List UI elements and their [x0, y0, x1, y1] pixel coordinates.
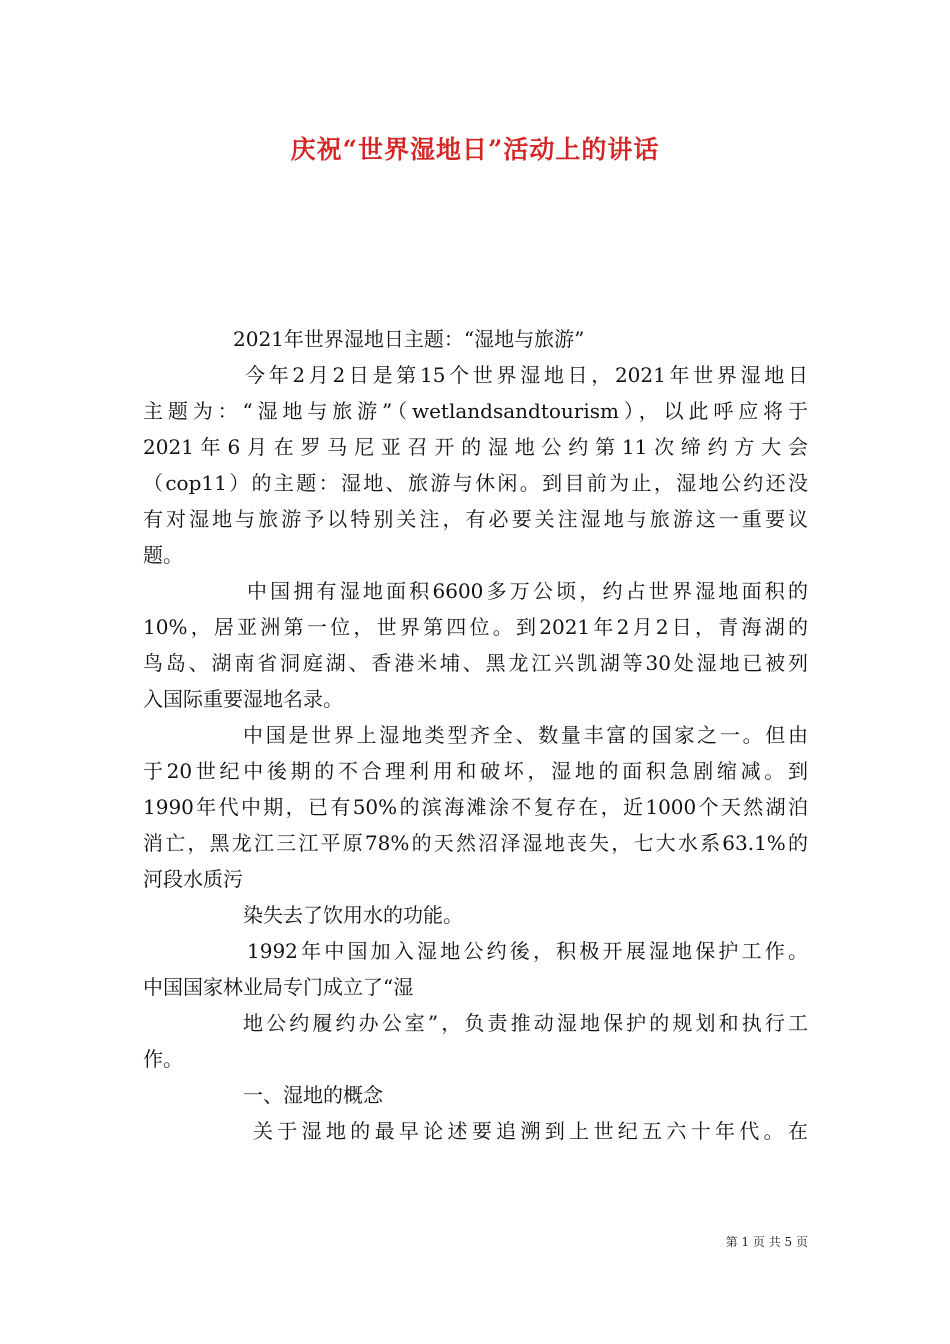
paragraph-line: 有对湿地与旅游予以特别关注，有必要关注湿地与旅游这一重要议 [143, 507, 808, 531]
paragraph-line: 中国是世界上湿地类型齐全、数量丰富的国家之一。但由 [243, 723, 808, 747]
paragraph-line: 于20世纪中後期的不合理利用和破坏，湿地的面积急剧缩减。到 [143, 759, 808, 783]
paragraph-line: 地公约履约办公室”，负责推动湿地保护的规划和执行工 [243, 1011, 808, 1035]
document-body [143, 321, 808, 1149]
section-heading: 一、湿地的概念 [243, 1083, 383, 1107]
paragraph-line: 中国拥有湿地面积6600多万公顷，约占世界湿地面积的 [247, 579, 808, 603]
document-title: 庆祝“世界湿地日”活动上的讲话 [290, 135, 660, 164]
paragraph-line: 1990年代中期，已有50%的滨海滩涂不复存在，近1000个天然湖泊 [143, 795, 808, 819]
paragraph-line: 河段水质污 [143, 867, 243, 891]
paragraph-line: 2021年世界湿地日主题：“湿地与旅游” [233, 327, 585, 351]
paragraph-line: 主题为：“湿地与旅游”（wetlandsandtourism），以此呼应将于 [143, 399, 808, 423]
paragraph-line: 消亡，黑龙江三江平原78%的天然沼泽湿地丧失，七大水系63.1%的 [143, 831, 808, 855]
paragraph-line: （cop11）的主题：湿地、旅游与休闲。到目前为止，湿地公约还没 [143, 471, 808, 495]
paragraph-line: 10%，居亚洲第一位，世界第四位。到2021年2月2日，青海湖的 [143, 615, 808, 639]
paragraph-line: 关于湿地的最早论述要追溯到上世纪五六十年代。在 [253, 1119, 808, 1143]
paragraph-line: 2021年6月在罗马尼亚召开的湿地公约第11次缔约方大会 [143, 435, 808, 459]
paragraph-line: 作。 [143, 1047, 183, 1071]
paragraph-line: 鸟岛、湖南省洞庭湖、香港米埔、黑龙江兴凯湖等30处湿地已被列 [143, 651, 808, 675]
paragraph-line: 今年2月2日是第15个世界湿地日，2021年世界湿地日 [245, 363, 808, 387]
paragraph-line: 入国际重要湿地名录。 [143, 687, 343, 711]
paragraph-line: 题。 [143, 543, 183, 567]
paragraph-line: 染失去了饮用水的功能。 [243, 903, 463, 927]
paragraph-line: 中国国家林业局专门成立了“湿 [143, 975, 414, 999]
page-footer: 第 1 页 共 5 页 [725, 1235, 808, 1249]
paragraph-line: 1992年中国加入湿地公约後，积极开展湿地保护工作。 [247, 939, 808, 963]
